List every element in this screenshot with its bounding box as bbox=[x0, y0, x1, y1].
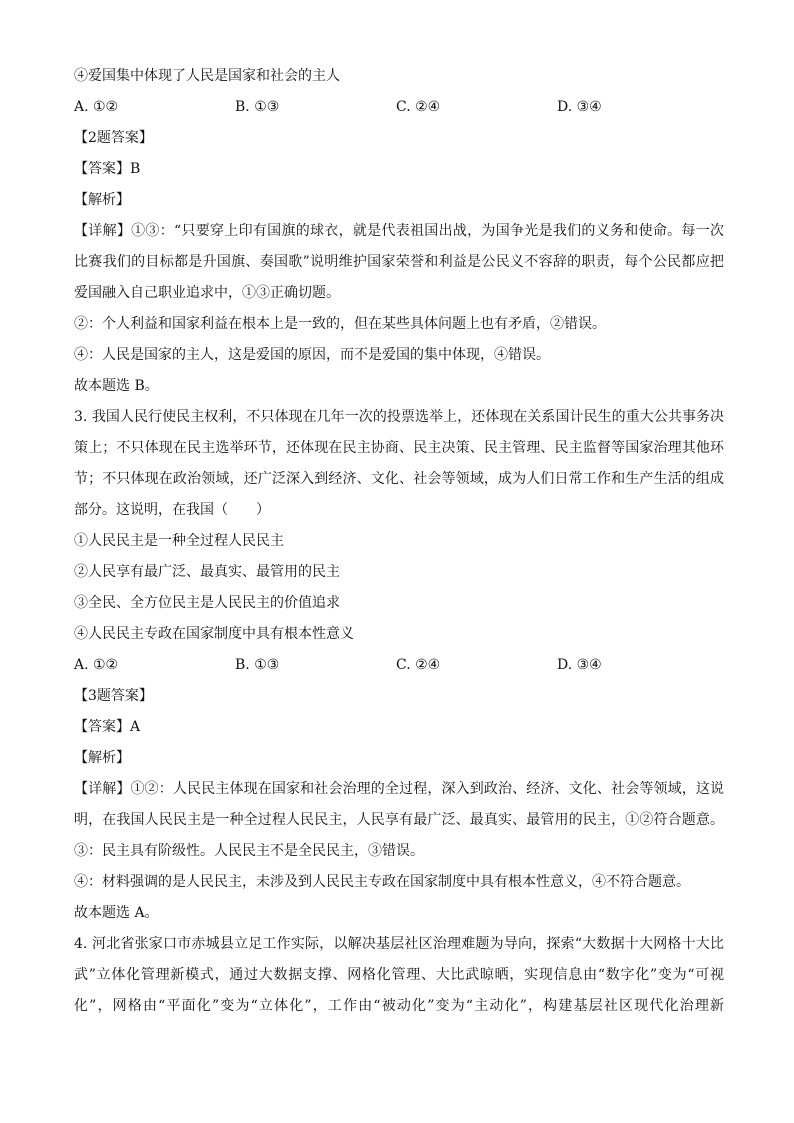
q3-stem-line: 部分。这说明，在我国（ ） bbox=[74, 502, 270, 518]
q4-stem-line: 武”立体化管理新模式，通过大数据支撑、网格化管理、大比武晾晒，实现信息由“数字化”变为“可视 bbox=[74, 967, 724, 983]
q4-stem-line: 4. 河北省张家口市赤城县立足工作实际，以解决基层社区治理难题为导向，探索“大数据十大网格十大比 bbox=[74, 936, 724, 952]
q2-conclusion: 故本题选 B。 bbox=[74, 378, 159, 394]
q2-option-c: C. ②④ bbox=[396, 99, 441, 115]
q3-conclusion: 故本题选 A。 bbox=[74, 905, 159, 921]
q3-detail-line: 明，在我国人民民主是一种全过程人民民主，人民享有最广泛、最真实、最管用的民主，①②符合题意。 bbox=[74, 812, 724, 828]
q3-stem-line: 策上；不只体现在民主选举环节，还体现在民主协商、民主决策、民主管理、民主监督等国家治理其他环 bbox=[74, 440, 724, 456]
q2-option-b: B. ①③ bbox=[235, 99, 280, 115]
q3-answer: 【答案】A bbox=[74, 719, 141, 735]
q2-answer-header: 【2题答案】 bbox=[74, 130, 153, 146]
q3-option-c: C. ②④ bbox=[396, 657, 441, 673]
q3-stem-line: 3. 我国人民行使民主权利，不只体现在几年一次的投票选举上，还体现在关系国计民生的重大公共事务决 bbox=[74, 409, 724, 425]
q3-statement: ④人民民主专政在国家制度中具有根本性意义 bbox=[74, 626, 354, 642]
q3-statement: ③全民、全方位民主是人民民主的价值追求 bbox=[74, 595, 340, 611]
q2-detail-line: ④：人民是国家的主人，这是爱国的原因，而不是爱国的集中体现，④错误。 bbox=[74, 347, 550, 363]
q3-detail-line: ③：民主具有阶级性。人民民主不是全民民主，③错误。 bbox=[74, 843, 424, 859]
q2-detail-line: 【详解】①③：“只要穿上印有国旗的球衣，就是代表祖国出战，为国争光是我们的义务和使命。每一次 bbox=[74, 223, 724, 239]
q2-option-a: A. ①② bbox=[74, 99, 119, 115]
q2-statement-4: ④爱国集中体现了人民是国家和社会的主人 bbox=[74, 68, 340, 84]
q2-detail-line: 爱国融入自己职业追求中，①③正确切题。 bbox=[74, 285, 340, 301]
q3-detail-line: ④：材料强调的是人民民主，未涉及到人民民主专政在国家制度中具有根本性意义，④不符合题意。 bbox=[74, 874, 690, 890]
q3-detail-line: 【详解】①②：人民民主体现在国家和社会治理的全过程，深入到政治、经济、文化、社会等领域，这说 bbox=[74, 781, 724, 797]
q3-answer-header: 【3题答案】 bbox=[74, 688, 153, 704]
q3-stem-line: 节；不只体现在政治领域，还广泛深入到经济、文化、社会等领域，成为人们日常工作和生产生活的组成 bbox=[74, 471, 724, 487]
q2-answer: 【答案】B bbox=[74, 161, 141, 177]
q3-option-b: B. ①③ bbox=[235, 657, 280, 673]
q3-option-a: A. ①② bbox=[74, 657, 119, 673]
q3-analysis-header: 【解析】 bbox=[74, 750, 130, 766]
q2-detail-line: ②：个人利益和国家利益在根本上是一致的，但在某些具体问题上也有矛盾，②错误。 bbox=[74, 316, 606, 332]
q3-option-d: D. ③④ bbox=[557, 657, 602, 673]
q3-statement: ②人民享有最广泛、最真实、最管用的民主 bbox=[74, 564, 340, 580]
q3-statement: ①人民民主是一种全过程人民民主 bbox=[74, 533, 284, 549]
q4-stem-line: 化”，网格由“平面化”变为“立体化”，工作由“被动化”变为“主动化”，构建基层社区现代化治理新 bbox=[74, 998, 724, 1014]
q2-detail-line: 比赛我们的目标都是升国旗、奏国歌”说明维护国家荣誉和利益是公民义不容辞的职责，每个公民都应把 bbox=[74, 254, 724, 270]
q2-analysis-header: 【解析】 bbox=[74, 192, 130, 208]
q2-option-d: D. ③④ bbox=[557, 99, 602, 115]
